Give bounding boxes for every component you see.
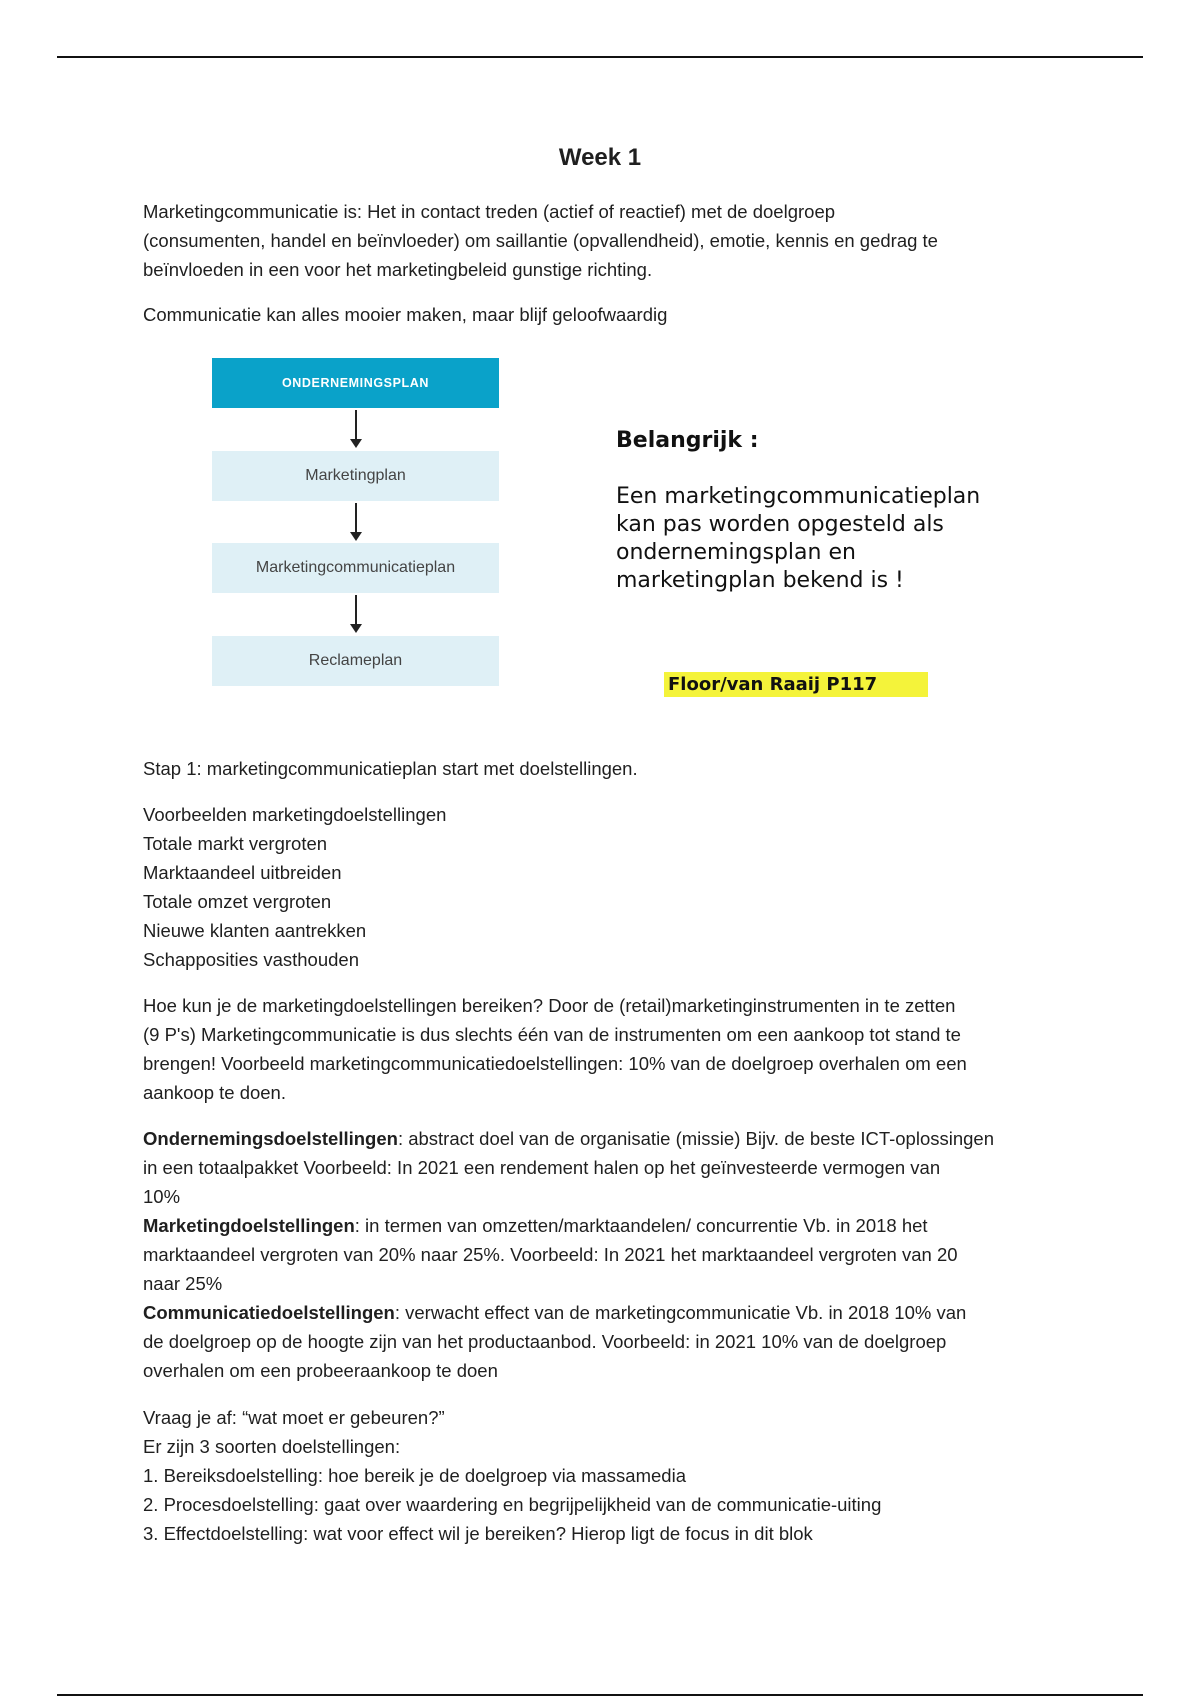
definition-text: 10% (143, 1186, 181, 1207)
credibility-note (143, 300, 1073, 329)
step-1-line: Stap 1: marketingcommunicatieplan start met doelstellingen. (143, 758, 638, 779)
diagram-box-marketingplan: Marketingplan (212, 451, 499, 501)
definition-text: in een totaalpakket Voorbeeld: In 2021 een rendement halen op het geïnvesteerde vermogen van (143, 1157, 941, 1178)
types-line: Er zijn 3 soorten doelstellingen: (143, 1436, 401, 1457)
list-item: Marktaandeel uitbreiden (143, 862, 342, 883)
down-arrow-icon (355, 595, 357, 631)
list-item: Totale markt vergroten (143, 833, 328, 854)
list-item: 3. Effectdoelstelling: wat voor effect wil je bereiken? Hierop ligt de focus in dit blok (143, 1523, 813, 1544)
intro-paragraph (143, 197, 1073, 284)
definition-marketing (143, 1211, 1073, 1240)
examples-heading: Voorbeelden marketingdoelstellingen (143, 804, 447, 825)
how-line: (9 P's) Marketingcommunicatie is dus slechts één van de instrumenten om een aankoop tot stand te (143, 1024, 961, 1045)
intro-line: beïnvloeden in een voor het marketingbeleid gunstige richting. (143, 259, 653, 280)
definition-onderneming (143, 1124, 1073, 1153)
diagram-box-marketingcommunicatieplan: Marketingcommunicatieplan (212, 543, 499, 593)
page-title: Week 1 (558, 144, 642, 171)
how-line: brengen! Voorbeeld marketingcommunicatiedoelstellingen: 10% van de doelgroep overhalen om een (143, 1053, 967, 1074)
definition-communicatie (143, 1298, 1073, 1327)
intro-line: (consumenten, handel en beïnvloeder) om saillantie (opvallendheid), emotie, kennis en gedrag te (143, 230, 938, 251)
plan-hierarchy-diagram (210, 358, 500, 694)
diagram-box-ondernemingsplan: ONDERNEMINGSPLAN (212, 358, 499, 408)
definition-text: marktaandeel vergroten van 20% naar 25%. Voorbeeld: In 2021 het marktaandeel vergroten van 20 (143, 1244, 958, 1265)
list-item: Schapposities vasthouden (143, 949, 359, 970)
objective-types (143, 1403, 1073, 1548)
examples-list (143, 800, 1073, 974)
down-arrow-icon (355, 410, 357, 446)
types-line: Vraag je af: “wat moet er gebeuren?” (143, 1407, 445, 1428)
list-item: Nieuwe klanten aantrekken (143, 920, 367, 941)
callout-line: ondernemingsplan en (616, 540, 856, 565)
how-paragraph (143, 991, 1073, 1107)
callout-line: marketingplan bekend is ! (616, 568, 904, 593)
how-line: aankoop te doen. (143, 1082, 286, 1103)
definitions (143, 1124, 1073, 1385)
term-communicatiedoelstellingen: Communicatiedoelstellingen (143, 1302, 395, 1323)
header-rule (57, 56, 1143, 58)
definition-text: de doelgroep op de hoogte zijn van het productaanbod. Voorbeeld: in 2021 10% van de doelgroep (143, 1331, 947, 1352)
callout-body (616, 483, 980, 595)
list-item: 1. Bereiksdoelstelling: hoe bereik je de doelgroep via massamedia (143, 1465, 686, 1486)
intro-line: Marketingcommunicatie is: Het in contact treden (actief of reactief) met de doelgroep (143, 201, 836, 222)
term-marketingdoelstellingen: Marketingdoelstellingen (143, 1215, 355, 1236)
definition-text: overhalen om een probeeraankoop te doen (143, 1360, 498, 1381)
step-1 (143, 754, 1073, 783)
definition-text: : verwacht effect van de marketingcommunicatie Vb. in 2018 10% van (394, 1302, 967, 1323)
diagram-box-reclameplan: Reclameplan (212, 636, 499, 686)
term-ondernemingsdoelstellingen: Ondernemingsdoelstellingen (143, 1128, 398, 1149)
callout-line: kan pas worden opgesteld als (616, 512, 944, 537)
credibility-line: Communicatie kan alles mooier maken, maar blijf geloofwaardig (143, 304, 668, 325)
callout-title: Belangrijk : (616, 428, 759, 453)
definition-text: : in termen van omzetten/marktaandelen/ concurrentie Vb. in 2018 het (354, 1215, 928, 1236)
definition-text: : abstract doel van de organisatie (missie) Bijv. de beste ICT-oplossingen (397, 1128, 995, 1149)
list-item: Totale omzet vergroten (143, 891, 332, 912)
definition-text: naar 25% (143, 1273, 223, 1294)
how-line: Hoe kun je de marketingdoelstellingen bereiken? Door de (retail)marketinginstrumenten in te zetten (143, 995, 956, 1016)
source-citation: Floor/van Raaij P117 (664, 672, 928, 697)
footer-rule (57, 1694, 1143, 1696)
down-arrow-icon (355, 503, 357, 539)
list-item: 2. Procesdoelstelling: gaat over waardering en begrijpelijkheid van de communicatie-uiting (143, 1494, 882, 1515)
callout-line: Een marketingcommunicatieplan (616, 484, 981, 509)
